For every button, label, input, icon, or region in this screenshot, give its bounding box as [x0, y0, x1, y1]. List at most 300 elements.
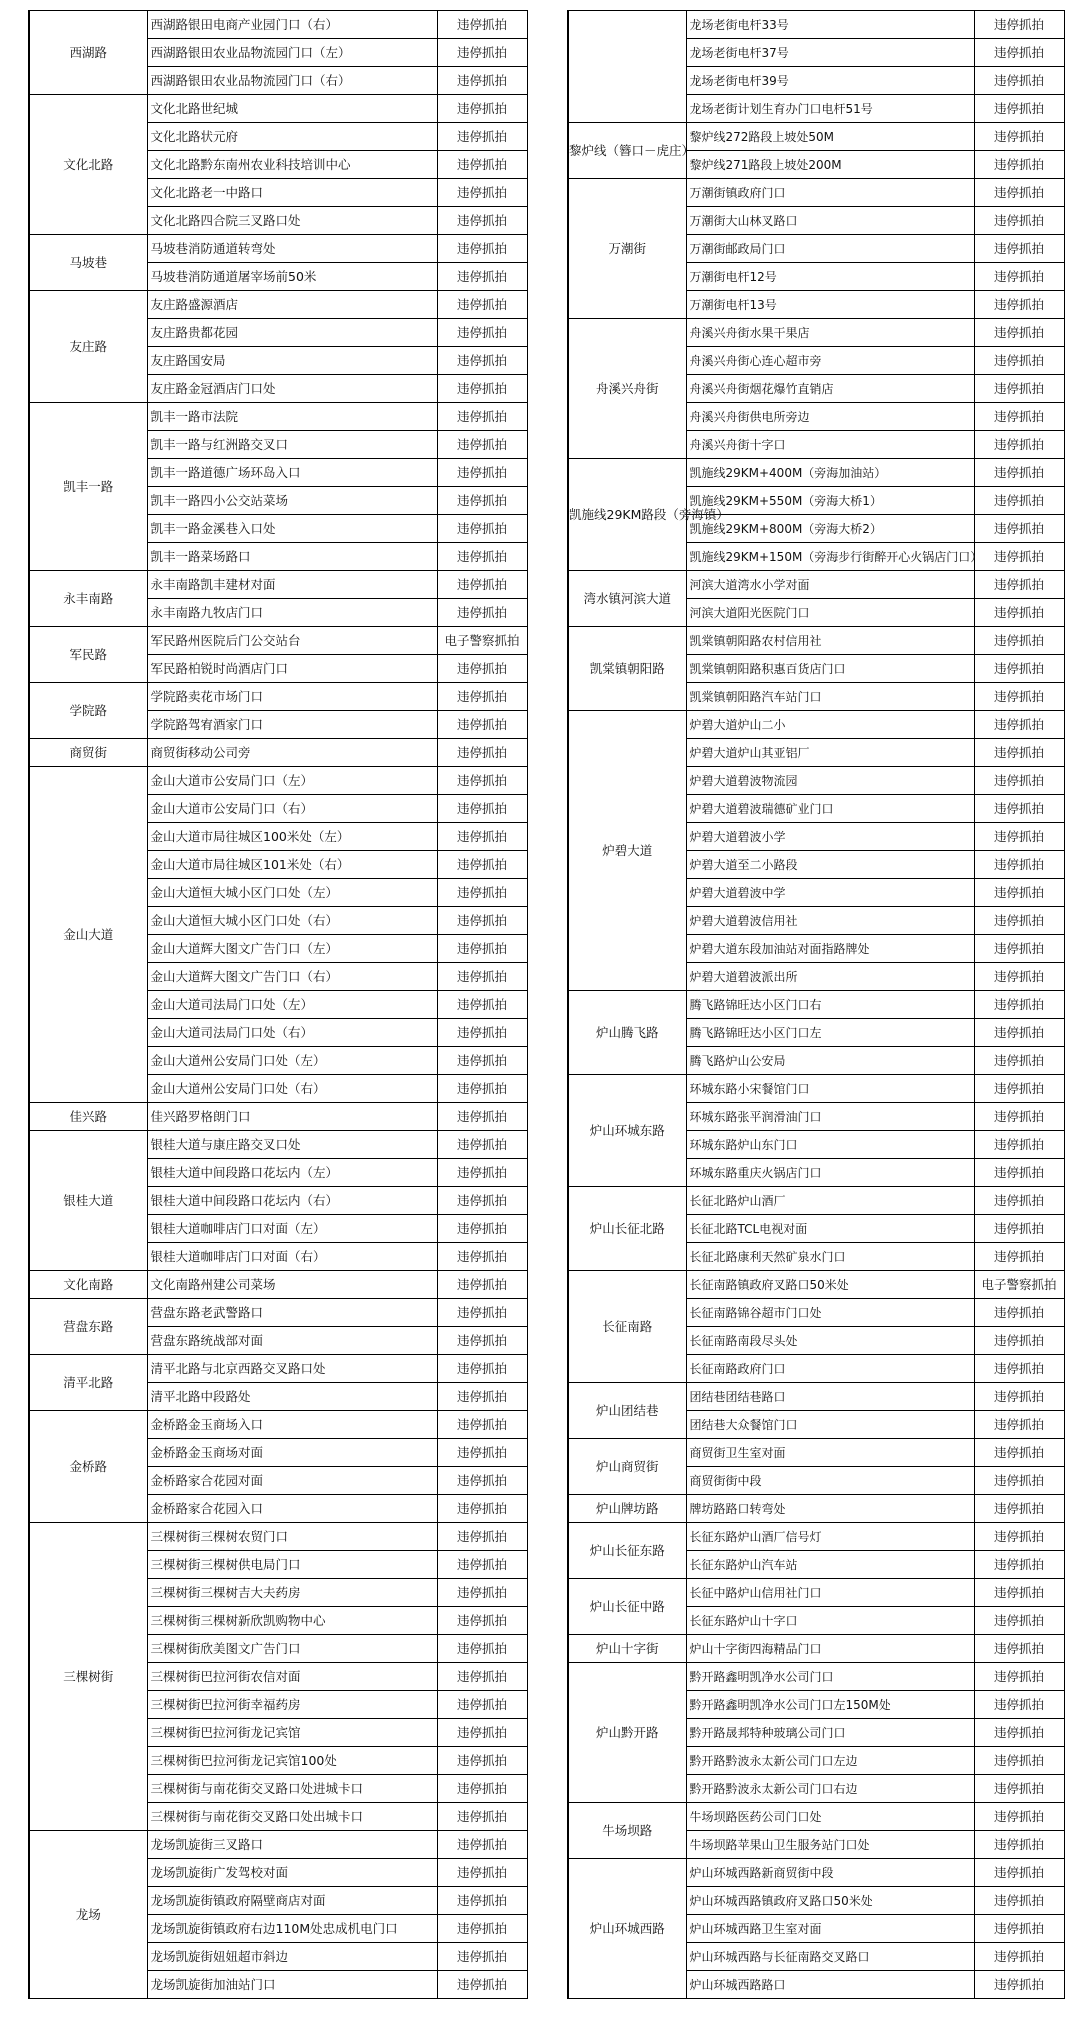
- table-row: [568, 1635, 1064, 1663]
- capture-type-cell: 违停抓拍: [974, 11, 1064, 39]
- location-cell: 友庄路国安局: [147, 347, 437, 375]
- capture-type-cell: 违停抓拍: [437, 1831, 527, 1859]
- table-row: [29, 1831, 527, 1859]
- table-row: [568, 1803, 1064, 1831]
- capture-type-cell: 违停抓拍: [437, 1327, 527, 1355]
- location-cell: 黔开路黔波永太新公司门口左边: [686, 1747, 974, 1775]
- road-name-cell: [568, 11, 686, 123]
- location-cell: 黔开路鑫明凯净水公司门口左150M处: [686, 1691, 974, 1719]
- capture-type-cell: 违停抓拍: [974, 487, 1064, 515]
- location-cell: 文化北路世纪城: [147, 95, 437, 123]
- capture-type-cell: 违停抓拍: [437, 319, 527, 347]
- capture-type-cell: 违停抓拍: [437, 1859, 527, 1887]
- location-cell: 银桂大道中间段路口花坛内（右）: [147, 1187, 437, 1215]
- road-name-cell: 炉山十字街: [568, 1635, 686, 1663]
- capture-type-cell: 违停抓拍: [974, 1355, 1064, 1383]
- capture-type-cell: 违停抓拍: [974, 1439, 1064, 1467]
- capture-type-cell: 违停抓拍: [437, 123, 527, 151]
- capture-type-cell: 违停抓拍: [437, 1243, 527, 1271]
- capture-type-cell: 违停抓拍: [437, 935, 527, 963]
- capture-type-cell: 违停抓拍: [437, 1299, 527, 1327]
- capture-type-cell: 违停抓拍: [437, 1187, 527, 1215]
- location-cell: 舟溪兴舟街供电所旁边: [686, 403, 974, 431]
- location-cell: 团结巷大众餐馆门口: [686, 1411, 974, 1439]
- location-cell: 金山大道恒大城小区门口处（左）: [147, 879, 437, 907]
- location-cell: 营盘东路统战部对面: [147, 1327, 437, 1355]
- road-name-cell: 凯棠镇朝阳路: [568, 627, 686, 711]
- location-cell: 龙场凯旋街妞妞超市斜边: [147, 1943, 437, 1971]
- road-name-cell: 营盘东路: [29, 1299, 147, 1355]
- table-row: [568, 1495, 1064, 1523]
- location-cell: 龙场凯旋街三叉路口: [147, 1831, 437, 1859]
- road-name-cell: 龙场: [29, 1831, 147, 1999]
- capture-type-cell: 违停抓拍: [974, 1551, 1064, 1579]
- location-cell: 凯丰一路菜场路口: [147, 543, 437, 571]
- road-name-cell: 永丰南路: [29, 571, 147, 627]
- capture-type-cell: 违停抓拍: [974, 1019, 1064, 1047]
- capture-type-cell: 违停抓拍: [974, 459, 1064, 487]
- location-cell: 万潮街邮政局门口: [686, 235, 974, 263]
- capture-type-cell: 违停抓拍: [437, 207, 527, 235]
- road-name-cell: 黎炉线（簪口－虎庄）: [568, 123, 686, 179]
- capture-type-cell: 违停抓拍: [437, 1131, 527, 1159]
- table-row: [568, 1439, 1064, 1467]
- capture-type-cell: 违停抓拍: [437, 1943, 527, 1971]
- road-name-cell: 炉山团结巷: [568, 1383, 686, 1439]
- road-name-cell: 炉山环城东路: [568, 1075, 686, 1187]
- location-cell: 金山大道司法局门口处（右）: [147, 1019, 437, 1047]
- table-row: [29, 1131, 527, 1159]
- location-cell: 龙场老街电杆39号: [686, 67, 974, 95]
- location-cell: 舟溪兴舟街烟花爆竹直销店: [686, 375, 974, 403]
- table-row: [29, 1271, 527, 1299]
- road-name-cell: 炉山牌坊路: [568, 1495, 686, 1523]
- capture-type-cell: 违停抓拍: [974, 655, 1064, 683]
- location-cell: 炉山环城西路镇政府叉路口50米处: [686, 1887, 974, 1915]
- table-row: [568, 1523, 1064, 1551]
- location-cell: 腾飞路炉山公安局: [686, 1047, 974, 1075]
- location-cell: 团结巷团结巷路口: [686, 1383, 974, 1411]
- road-name-cell: 炉山腾飞路: [568, 991, 686, 1075]
- location-cell: 龙场凯旋街镇政府右边110M处忠成机电门口: [147, 1915, 437, 1943]
- capture-type-cell: 违停抓拍: [974, 123, 1064, 151]
- capture-type-cell: 违停抓拍: [437, 263, 527, 291]
- capture-type-cell: 违停抓拍: [974, 767, 1064, 795]
- location-cell: 清平北路与北京西路交叉路口处: [147, 1355, 437, 1383]
- capture-type-cell: 违停抓拍: [437, 683, 527, 711]
- location-cell: 凯施线29KM+550M（旁海大桥1）: [686, 487, 974, 515]
- left-camera-table: [28, 10, 528, 1999]
- capture-type-cell: 违停抓拍: [437, 1579, 527, 1607]
- table-row: [568, 179, 1064, 207]
- location-cell: 军民路柏锐时尚酒店门口: [147, 655, 437, 683]
- location-cell: 三棵树街与南花街交叉路口处出城卡口: [147, 1803, 437, 1831]
- capture-type-cell: 违停抓拍: [437, 655, 527, 683]
- table-row: [29, 1103, 527, 1131]
- capture-type-cell: 违停抓拍: [437, 431, 527, 459]
- table-row: [29, 403, 527, 431]
- table-row: [29, 11, 527, 39]
- location-cell: 龙场老街电杆37号: [686, 39, 974, 67]
- location-cell: 三棵树街巴拉河街龙记宾馆: [147, 1719, 437, 1747]
- table-row: [568, 1075, 1064, 1103]
- capture-type-cell: 违停抓拍: [974, 571, 1064, 599]
- capture-type-cell: 违停抓拍: [974, 1691, 1064, 1719]
- capture-type-cell: 违停抓拍: [437, 767, 527, 795]
- capture-type-cell: 违停抓拍: [437, 67, 527, 95]
- capture-type-cell: 违停抓拍: [974, 515, 1064, 543]
- capture-type-cell: 违停抓拍: [437, 347, 527, 375]
- road-name-cell: 金山大道: [29, 767, 147, 1103]
- capture-type-cell: 违停抓拍: [437, 1439, 527, 1467]
- capture-type-cell: 违停抓拍: [437, 1495, 527, 1523]
- road-name-cell: 佳兴路: [29, 1103, 147, 1131]
- capture-type-cell: 违停抓拍: [974, 1327, 1064, 1355]
- location-cell: 银桂大道咖啡店门口对面（左）: [147, 1215, 437, 1243]
- location-cell: 金山大道市公安局门口（左）: [147, 767, 437, 795]
- capture-type-cell: 违停抓拍: [437, 375, 527, 403]
- location-cell: 牛场坝路医药公司门口处: [686, 1803, 974, 1831]
- capture-type-cell: 违停抓拍: [437, 1887, 527, 1915]
- capture-type-cell: 违停抓拍: [974, 795, 1064, 823]
- table-row: [568, 1383, 1064, 1411]
- capture-type-cell: 违停抓拍: [974, 599, 1064, 627]
- location-cell: 炉碧大道碧波派出所: [686, 963, 974, 991]
- capture-type-cell: 违停抓拍: [974, 1411, 1064, 1439]
- table-row: [568, 459, 1064, 487]
- capture-type-cell: 违停抓拍: [974, 1887, 1064, 1915]
- capture-type-cell: 违停抓拍: [974, 1663, 1064, 1691]
- location-cell: 凯棠镇朝阳路汽车站门口: [686, 683, 974, 711]
- location-cell: 凯施线29KM+400M（旁海加油站）: [686, 459, 974, 487]
- capture-type-cell: 违停抓拍: [437, 795, 527, 823]
- capture-type-cell: 违停抓拍: [437, 179, 527, 207]
- road-name-cell: 银桂大道: [29, 1131, 147, 1271]
- road-name-cell: 炉山黔开路: [568, 1663, 686, 1803]
- location-cell: 舟溪兴舟街十字口: [686, 431, 974, 459]
- capture-type-cell: 违停抓拍: [974, 739, 1064, 767]
- location-cell: 炉山环城西路新商贸街中段: [686, 1859, 974, 1887]
- capture-type-cell: 违停抓拍: [437, 1411, 527, 1439]
- capture-type-cell: 违停抓拍: [437, 1355, 527, 1383]
- table-row: [568, 571, 1064, 599]
- location-cell: 永丰南路凯丰建材对面: [147, 571, 437, 599]
- location-cell: 三棵树街巴拉河街农信对面: [147, 1663, 437, 1691]
- capture-type-cell: 违停抓拍: [437, 39, 527, 67]
- location-cell: 马坡巷消防通道屠宰场前50米: [147, 263, 437, 291]
- location-cell: 长征中路炉山信用社门口: [686, 1579, 974, 1607]
- road-name-cell: 凯丰一路: [29, 403, 147, 571]
- location-cell: 金山大道辉大图文广告门口（右）: [147, 963, 437, 991]
- location-cell: 万潮街电杆12号: [686, 263, 974, 291]
- location-cell: 金山大道恒大城小区门口处（右）: [147, 907, 437, 935]
- location-cell: 学院路驾宥酒家门口: [147, 711, 437, 739]
- left-table-body: [29, 11, 527, 1999]
- location-cell: 河滨大道阳光医院门口: [686, 599, 974, 627]
- location-cell: 三棵树街巴拉河街幸福药房: [147, 1691, 437, 1719]
- capture-type-cell: 违停抓拍: [437, 851, 527, 879]
- capture-type-cell: 违停抓拍: [974, 963, 1064, 991]
- capture-type-cell: 违停抓拍: [974, 1831, 1064, 1859]
- capture-type-cell: 违停抓拍: [437, 1159, 527, 1187]
- location-cell: 学院路卖花市场门口: [147, 683, 437, 711]
- capture-type-cell: 违停抓拍: [974, 1719, 1064, 1747]
- location-cell: 友庄路盛源酒店: [147, 291, 437, 319]
- capture-type-cell: 违停抓拍: [974, 1775, 1064, 1803]
- location-cell: 万潮街大山林叉路口: [686, 207, 974, 235]
- capture-type-cell: 违停抓拍: [974, 935, 1064, 963]
- capture-type-cell: 违停抓拍: [437, 1635, 527, 1663]
- table-row: [29, 739, 527, 767]
- location-cell: 龙场凯旋街加油站门口: [147, 1971, 437, 1999]
- location-cell: 凯施线29KM+150M（旁海步行街醉开心火锅店门口）: [686, 543, 974, 571]
- location-cell: 友庄路贵都花园: [147, 319, 437, 347]
- location-cell: 长征南路南段尽头处: [686, 1327, 974, 1355]
- location-cell: 炉碧大道碧波物流园: [686, 767, 974, 795]
- table-row: [568, 627, 1064, 655]
- location-cell: 黔开路晟邦特种玻璃公司门口: [686, 1719, 974, 1747]
- location-cell: 炉碧大道碧波小学: [686, 823, 974, 851]
- location-cell: 营盘东路老武警路口: [147, 1299, 437, 1327]
- capture-type-cell: 违停抓拍: [437, 1551, 527, 1579]
- capture-type-cell: 违停抓拍: [974, 67, 1064, 95]
- location-cell: 金山大道市局往城区101米处（右）: [147, 851, 437, 879]
- capture-type-cell: 违停抓拍: [437, 1915, 527, 1943]
- location-cell: 西湖路银田农业品物流园门口（右）: [147, 67, 437, 95]
- location-cell: 金桥路家合花园对面: [147, 1467, 437, 1495]
- capture-type-cell: 违停抓拍: [437, 1607, 527, 1635]
- capture-type-cell: 违停抓拍: [974, 1383, 1064, 1411]
- location-cell: 商贸街卫生室对面: [686, 1439, 974, 1467]
- location-cell: 凯施线29KM+800M（旁海大桥2）: [686, 515, 974, 543]
- road-name-cell: 凯施线29KM路段（旁海镇）: [568, 459, 686, 571]
- location-cell: 万潮街电杆13号: [686, 291, 974, 319]
- table-row: [29, 1411, 527, 1439]
- table-row: [29, 95, 527, 123]
- capture-type-cell: 违停抓拍: [437, 1719, 527, 1747]
- location-cell: 三棵树街与南花街交叉路口处进城卡口: [147, 1775, 437, 1803]
- location-cell: 腾飞路锦旺达小区门口左: [686, 1019, 974, 1047]
- location-cell: 长征东路炉山十字口: [686, 1607, 974, 1635]
- location-cell: 金桥路家合花园入口: [147, 1495, 437, 1523]
- capture-type-cell: 违停抓拍: [437, 711, 527, 739]
- table-row: [568, 1859, 1064, 1887]
- table-row: [29, 235, 527, 263]
- road-name-cell: 牛场坝路: [568, 1803, 686, 1859]
- road-name-cell: 舟溪兴舟街: [568, 319, 686, 459]
- location-cell: 银桂大道咖啡店门口对面（右）: [147, 1243, 437, 1271]
- location-cell: 河滨大道湾水小学对面: [686, 571, 974, 599]
- capture-type-cell: 违停抓拍: [437, 1663, 527, 1691]
- capture-type-cell: 违停抓拍: [437, 11, 527, 39]
- capture-type-cell: 违停抓拍: [437, 907, 527, 935]
- location-cell: 文化北路黔东南州农业科技培训中心: [147, 151, 437, 179]
- capture-type-cell: 违停抓拍: [437, 1775, 527, 1803]
- road-name-cell: 炉山商贸街: [568, 1439, 686, 1495]
- location-cell: 金山大道市局往城区100米处（左）: [147, 823, 437, 851]
- table-row: [29, 627, 527, 655]
- capture-type-cell: 违停抓拍: [974, 375, 1064, 403]
- road-name-cell: 军民路: [29, 627, 147, 683]
- location-cell: 炉碧大道炉山其亚铝厂: [686, 739, 974, 767]
- table-row: [568, 1187, 1064, 1215]
- table-row: [29, 1299, 527, 1327]
- capture-type-cell: 违停抓拍: [437, 1047, 527, 1075]
- capture-type-cell: 违停抓拍: [437, 739, 527, 767]
- capture-type-cell: 违停抓拍: [974, 1047, 1064, 1075]
- capture-type-cell: 违停抓拍: [974, 683, 1064, 711]
- table-row: [29, 1355, 527, 1383]
- location-cell: 凯丰一路金溪巷入口处: [147, 515, 437, 543]
- capture-type-cell: 违停抓拍: [974, 851, 1064, 879]
- road-name-cell: 马坡巷: [29, 235, 147, 291]
- location-cell: 牛场坝路苹果山卫生服务站门口处: [686, 1831, 974, 1859]
- location-cell: 环城东路张平润滑油门口: [686, 1103, 974, 1131]
- location-cell: 三棵树街巴拉河街龙记宾馆100处: [147, 1747, 437, 1775]
- capture-type-cell: 违停抓拍: [437, 1803, 527, 1831]
- capture-type-cell: 违停抓拍: [437, 459, 527, 487]
- capture-type-cell: 违停抓拍: [974, 1495, 1064, 1523]
- location-cell: 友庄路金冠酒店门口处: [147, 375, 437, 403]
- table-row: [29, 683, 527, 711]
- right-camera-table: [567, 10, 1065, 1999]
- location-cell: 炉山环城西路路口: [686, 1971, 974, 1999]
- road-name-cell: 长征南路: [568, 1271, 686, 1383]
- capture-type-cell: 违停抓拍: [437, 1691, 527, 1719]
- location-cell: 炉碧大道碧波信用社: [686, 907, 974, 935]
- capture-type-cell: 违停抓拍: [974, 1635, 1064, 1663]
- capture-type-cell: 违停抓拍: [437, 1271, 527, 1299]
- location-cell: 马坡巷消防通道转弯处: [147, 235, 437, 263]
- table-row: [568, 1271, 1064, 1299]
- capture-type-cell: 违停抓拍: [974, 403, 1064, 431]
- capture-type-cell: 违停抓拍: [974, 431, 1064, 459]
- location-cell: 龙场凯旋街广发驾校对面: [147, 1859, 437, 1887]
- capture-type-cell: 违停抓拍: [974, 1467, 1064, 1495]
- table-row: [29, 291, 527, 319]
- table-row: [29, 767, 527, 795]
- road-name-cell: 炉山长征中路: [568, 1579, 686, 1635]
- road-name-cell: 清平北路: [29, 1355, 147, 1411]
- capture-type-cell: 违停抓拍: [974, 711, 1064, 739]
- location-cell: 军民路州医院后门公交站台: [147, 627, 437, 655]
- location-cell: 凯丰一路道德广场环岛入口: [147, 459, 437, 487]
- table-row: [568, 11, 1064, 39]
- location-cell: 商贸街移动公司旁: [147, 739, 437, 767]
- road-name-cell: 炉碧大道: [568, 711, 686, 991]
- capture-type-cell: 违停抓拍: [437, 1467, 527, 1495]
- capture-type-cell: 违停抓拍: [974, 1915, 1064, 1943]
- location-cell: 三棵树街三棵树供电局门口: [147, 1551, 437, 1579]
- location-cell: 黔开路鑫明凯净水公司门口: [686, 1663, 974, 1691]
- location-cell: 金山大道司法局门口处（左）: [147, 991, 437, 1019]
- capture-type-cell: 违停抓拍: [437, 1971, 527, 1999]
- capture-type-cell: 违停抓拍: [437, 235, 527, 263]
- capture-type-cell: 违停抓拍: [974, 319, 1064, 347]
- capture-type-cell: 违停抓拍: [974, 39, 1064, 67]
- capture-type-cell: 违停抓拍: [437, 543, 527, 571]
- road-name-cell: 友庄路: [29, 291, 147, 403]
- capture-type-cell: 违停抓拍: [974, 543, 1064, 571]
- location-cell: 银桂大道中间段路口花坛内（左）: [147, 1159, 437, 1187]
- location-cell: 环城东路炉山东门口: [686, 1131, 974, 1159]
- capture-type-cell: 违停抓拍: [974, 291, 1064, 319]
- location-cell: 三棵树街三棵树吉大夫药房: [147, 1579, 437, 1607]
- capture-type-cell: 违停抓拍: [974, 179, 1064, 207]
- location-cell: 牌坊路路口转弯处: [686, 1495, 974, 1523]
- capture-type-cell: 电子警察抓拍: [437, 627, 527, 655]
- location-cell: 炉碧大道炉山二小: [686, 711, 974, 739]
- capture-type-cell: 违停抓拍: [974, 1607, 1064, 1635]
- capture-type-cell: 违停抓拍: [437, 1019, 527, 1047]
- capture-type-cell: 违停抓拍: [437, 403, 527, 431]
- capture-type-cell: 违停抓拍: [974, 1075, 1064, 1103]
- location-cell: 龙场老街电杆33号: [686, 11, 974, 39]
- location-cell: 文化北路状元府: [147, 123, 437, 151]
- location-cell: 炉碧大道碧波瑞德矿业门口: [686, 795, 974, 823]
- capture-type-cell: 违停抓拍: [974, 263, 1064, 291]
- location-cell: 龙场老街计划生育办门口电杆51号: [686, 95, 974, 123]
- location-cell: 金桥路金玉商场对面: [147, 1439, 437, 1467]
- location-cell: 凯棠镇朝阳路积惠百货店门口: [686, 655, 974, 683]
- capture-type-cell: 违停抓拍: [974, 1971, 1064, 1999]
- location-cell: 佳兴路罗格朗门口: [147, 1103, 437, 1131]
- capture-type-cell: 违停抓拍: [974, 823, 1064, 851]
- table-row: [568, 1579, 1064, 1607]
- road-name-cell: 金桥路: [29, 1411, 147, 1523]
- location-cell: 金山大道辉大图文广告门口（左）: [147, 935, 437, 963]
- location-cell: 银桂大道与康庄路交叉口处: [147, 1131, 437, 1159]
- location-cell: 黎炉线271路段上坡处200M: [686, 151, 974, 179]
- capture-type-cell: 违停抓拍: [974, 347, 1064, 375]
- capture-type-cell: 违停抓拍: [437, 151, 527, 179]
- location-cell: 长征北路康利天然矿泉水门口: [686, 1243, 974, 1271]
- location-cell: 长征南路镇政府叉路口50米处: [686, 1271, 974, 1299]
- location-cell: 长征东路炉山汽车站: [686, 1551, 974, 1579]
- capture-type-cell: 违停抓拍: [437, 1215, 527, 1243]
- capture-type-cell: 违停抓拍: [974, 1243, 1064, 1271]
- road-name-cell: 三棵树街: [29, 1523, 147, 1831]
- location-cell: 三棵树街三棵树农贸门口: [147, 1523, 437, 1551]
- capture-type-cell: 违停抓拍: [974, 991, 1064, 1019]
- road-name-cell: 西湖路: [29, 11, 147, 95]
- location-cell: 西湖路银田电商产业园门口（右）: [147, 11, 437, 39]
- road-name-cell: 炉山环城西路: [568, 1859, 686, 1999]
- location-cell: 炉碧大道至二小路段: [686, 851, 974, 879]
- capture-type-cell: 违停抓拍: [974, 235, 1064, 263]
- location-cell: 舟溪兴舟街心连心超市旁: [686, 347, 974, 375]
- road-name-cell: 炉山长征北路: [568, 1187, 686, 1271]
- capture-type-cell: 违停抓拍: [437, 991, 527, 1019]
- location-cell: 黔开路黔波永太新公司门口右边: [686, 1775, 974, 1803]
- location-cell: 三棵树街欣美图文广告门口: [147, 1635, 437, 1663]
- location-cell: 文化北路老一中路口: [147, 179, 437, 207]
- table-row: [568, 123, 1064, 151]
- road-name-cell: 商贸街: [29, 739, 147, 767]
- capture-type-cell: 违停抓拍: [437, 571, 527, 599]
- table-row: [29, 1523, 527, 1551]
- location-cell: 环城东路重庆火锅店门口: [686, 1159, 974, 1187]
- capture-type-cell: 违停抓拍: [974, 1131, 1064, 1159]
- location-cell: 永丰南路九牧店门口: [147, 599, 437, 627]
- capture-type-cell: 违停抓拍: [974, 1859, 1064, 1887]
- capture-type-cell: 违停抓拍: [437, 1075, 527, 1103]
- location-cell: 黎炉线272路段上坡处50M: [686, 123, 974, 151]
- capture-type-cell: 违停抓拍: [437, 879, 527, 907]
- location-cell: 长征北路TCL电视对面: [686, 1215, 974, 1243]
- capture-type-cell: 违停抓拍: [974, 1523, 1064, 1551]
- location-cell: 凯丰一路与红洲路交叉口: [147, 431, 437, 459]
